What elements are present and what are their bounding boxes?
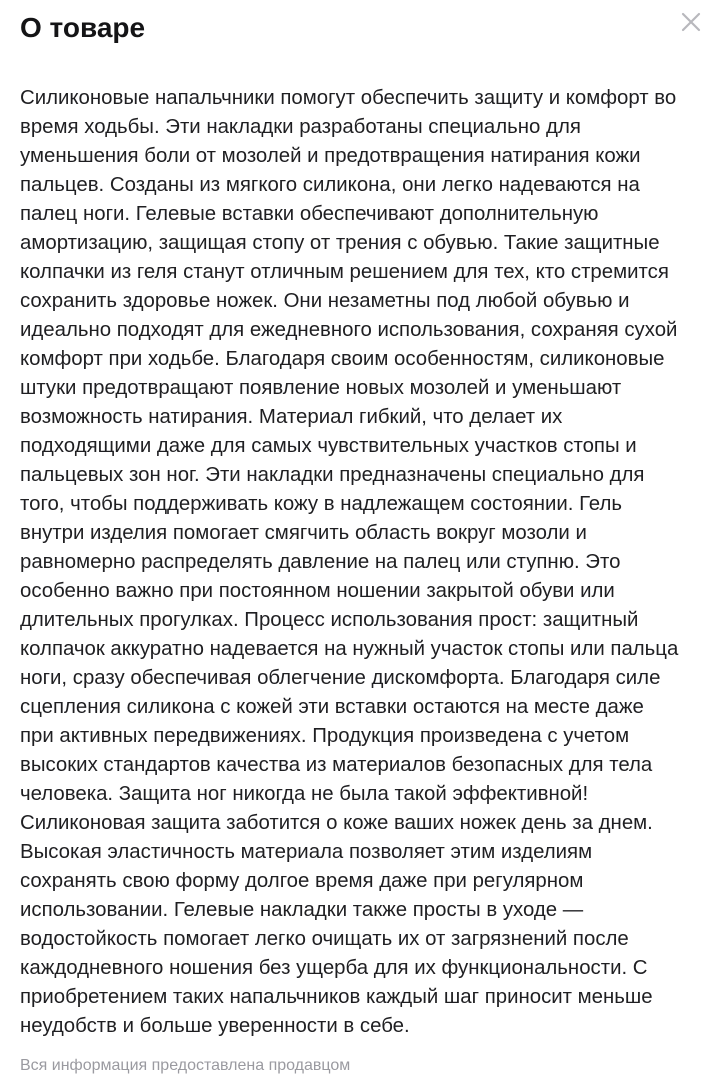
seller-info-note: Вся информация предоставлена продавцом bbox=[20, 1057, 351, 1074]
close-button[interactable] bbox=[679, 10, 703, 34]
product-description: Силиконовые напальчники помогут обеспечить защиту и комфорт во время ходьбы. Эти накладки разработаны специально для уменьшения боли от мозолей и предотвращения натирания кожи пальцев. Созданы из мягкого силикона, они легко надеваются на палец ноги. Гелевые вставки обеспечивают дополнительную амортизацию, защищая стопу от трения с обувью. Такие защитные колпачки из геля станут отличным решением для тех, кто стремится сохранить здоровье ножек. Они незаметны под любой обувью и идеально подходят для ежедневного использования, сохраняя сухой комфорт при ходьбе. Благодаря своим особенностям, силиконовые штуки предотвращают появление новых мозолей и уменьшают возможность натирания. Материал гибкий, что делает их подходящими даже для самых чувствительных участков стопы и пальцевых зон ног. Эти накладки предназначены специально для того, чтобы поддерживать кожу в надлежащем состоянии. Гель внутри изделия помогает смягчить область вокруг мозоли и равномерно распределять давление на палец или ступню. Это особенно важно при постоянном ношении закрытой обуви или длительных прогулках. Процесс использования прост: защитный колпачок аккуратно надевается на нужный участок стопы или пальца ноги, сразу обеспечивая облегчение дискомфорта. Благодаря силе сцепления силикона с кожей эти вставки остаются на месте даже при активных передвижениях. Продукция произведена с учетом высоких стандартов качества из материалов безопасных для тела человека. Защита ног никогда не была такой эффективной! Силиконовая защита заботится о коже ваших ножек день за днем. Высокая эластичность материала позволяет этим изделиям сохранять свою форму долгое время даже при регулярном использовании. Гелевые накладки также просты в уходе — водостойкость помогает легко очищать их от загрязнений после каждодневного ношения без ущерба для их функциональности. С приобретением таких напальчников каждый шаг приносит меньше неудобств и больше уверенности в себе. bbox=[20, 87, 679, 1037]
modal-title: О товаре bbox=[20, 12, 146, 43]
close-icon bbox=[679, 10, 703, 34]
